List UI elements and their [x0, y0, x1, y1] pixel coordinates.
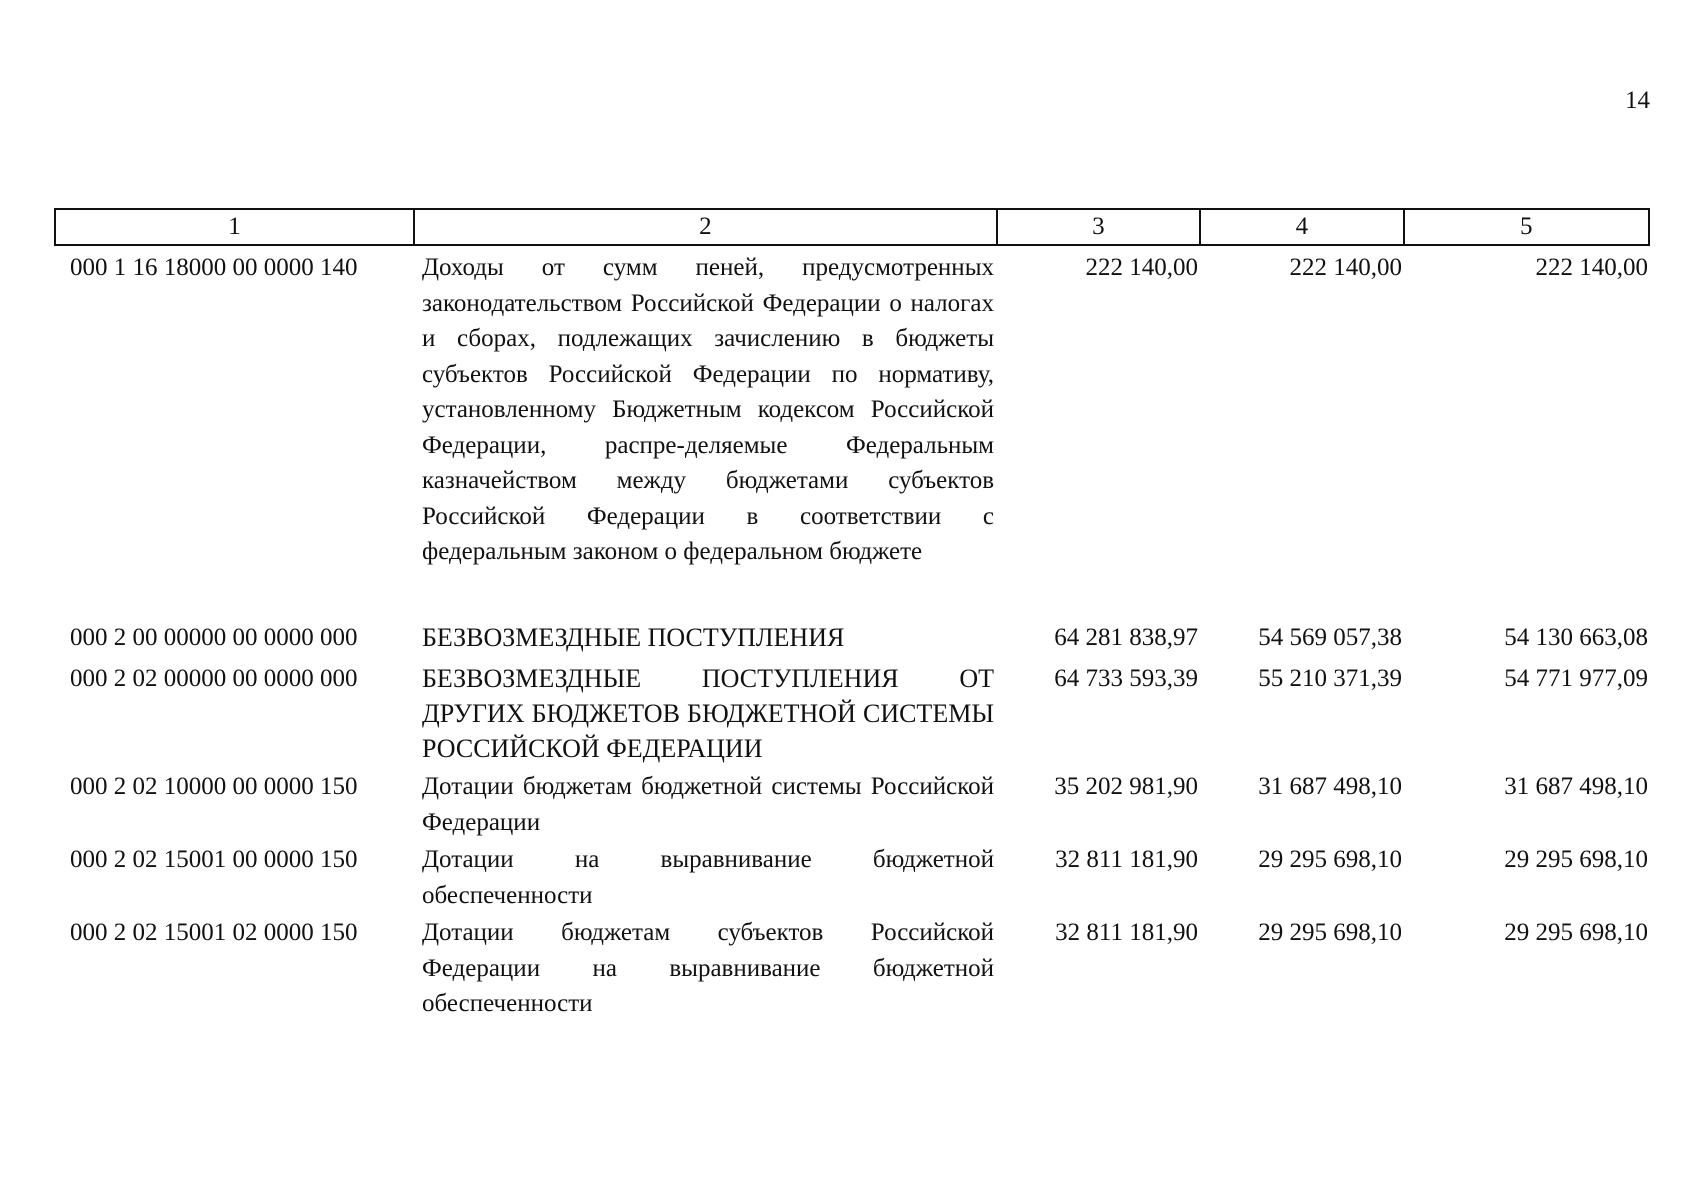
row-code: 000 2 02 10000 00 0000 150	[70, 773, 358, 800]
table-row	[54, 661, 1650, 766]
row-name: Дотации на выравнивание бюджетной обеспеченности	[422, 846, 994, 909]
table-header	[54, 208, 1650, 246]
row-value-col5: 29 295 698,10	[1504, 919, 1648, 946]
table-row	[54, 620, 1650, 656]
row-name: БЕЗВОЗМЕЗДНЫЕ ПОСТУПЛЕНИЯ	[422, 622, 845, 652]
header-col-5: 5	[1520, 213, 1533, 240]
row-value-col4: 29 295 698,10	[1258, 846, 1402, 873]
row-value-col4: 29 295 698,10	[1258, 919, 1402, 946]
header-col-4: 4	[1201, 210, 1404, 244]
row-value-col5: 54 130 663,08	[1504, 623, 1648, 651]
row-value-col5: 222 140,00	[1535, 254, 1648, 281]
row-name: Дотации бюджетам бюджетной системы Российской Федерации	[422, 773, 994, 836]
table-row	[54, 250, 1650, 570]
header-col-1: 1	[56, 210, 415, 244]
header-col-2: 2	[415, 210, 998, 244]
row-value-col3: 32 811 181,90	[1055, 846, 1198, 873]
row-value-col4: 54 569 057,38	[1258, 623, 1402, 651]
row-name: БЕЗВОЗМЕЗДНЫЕ ПОСТУПЛЕНИЯ ОТ ДРУГИХ БЮДЖЕТОВ БЮДЖЕТНОЙ СИСТЕМЫ РОССИЙСКОЙ ФЕДЕРАЦИИ	[422, 664, 994, 763]
row-value-col3: 64 733 593,39	[1054, 665, 1198, 692]
row-code: 000 2 02 00000 00 0000 000	[70, 665, 358, 692]
row-value-col3: 64 281 838,97	[1054, 623, 1198, 651]
table-row	[54, 769, 1650, 840]
row-value-col3: 35 202 981,90	[1054, 773, 1198, 800]
row-name: Дотации бюджетам субъектов Российской Федерации на выравнивание бюджетной обеспеченности	[422, 919, 994, 1017]
row-code: 000 2 02 15001 00 0000 150	[70, 846, 358, 873]
header-col-3: 3	[998, 210, 1201, 244]
table-row	[54, 842, 1650, 913]
row-code: 000 2 00 00000 00 0000 000	[70, 623, 358, 651]
row-value-col4: 55 210 371,39	[1258, 665, 1402, 692]
row-value-col5: 54 771 977,09	[1504, 665, 1648, 692]
row-value-col3: 222 140,00	[1085, 254, 1198, 281]
row-code: 000 1 16 18000 00 0000 140	[70, 254, 358, 281]
row-value-col3: 32 811 181,90	[1055, 919, 1198, 946]
page-number: 14	[1625, 87, 1650, 114]
row-value-col5: 31 687 498,10	[1504, 773, 1648, 800]
table-row	[54, 915, 1650, 1022]
row-name: Доходы от сумм пеней, предусмотренных законодательством Российской Федерации о налогах и сборах, подлежащих зачислению в бюджеты субъектов Российской Федерации по нормативу, установленному Бюджетным кодексом Российской Федерации, распре-деляемые Федеральным казначейством между бюджетами субъектов Российской Федерации в соответствии с федеральным законом о федеральном бюджете	[422, 254, 994, 565]
row-value-col5: 29 295 698,10	[1504, 846, 1648, 873]
row-code: 000 2 02 15001 02 0000 150	[70, 919, 358, 946]
row-value-col4: 31 687 498,10	[1258, 773, 1402, 800]
budget-table	[54, 208, 1650, 1022]
row-value-col4: 222 140,00	[1289, 254, 1402, 281]
